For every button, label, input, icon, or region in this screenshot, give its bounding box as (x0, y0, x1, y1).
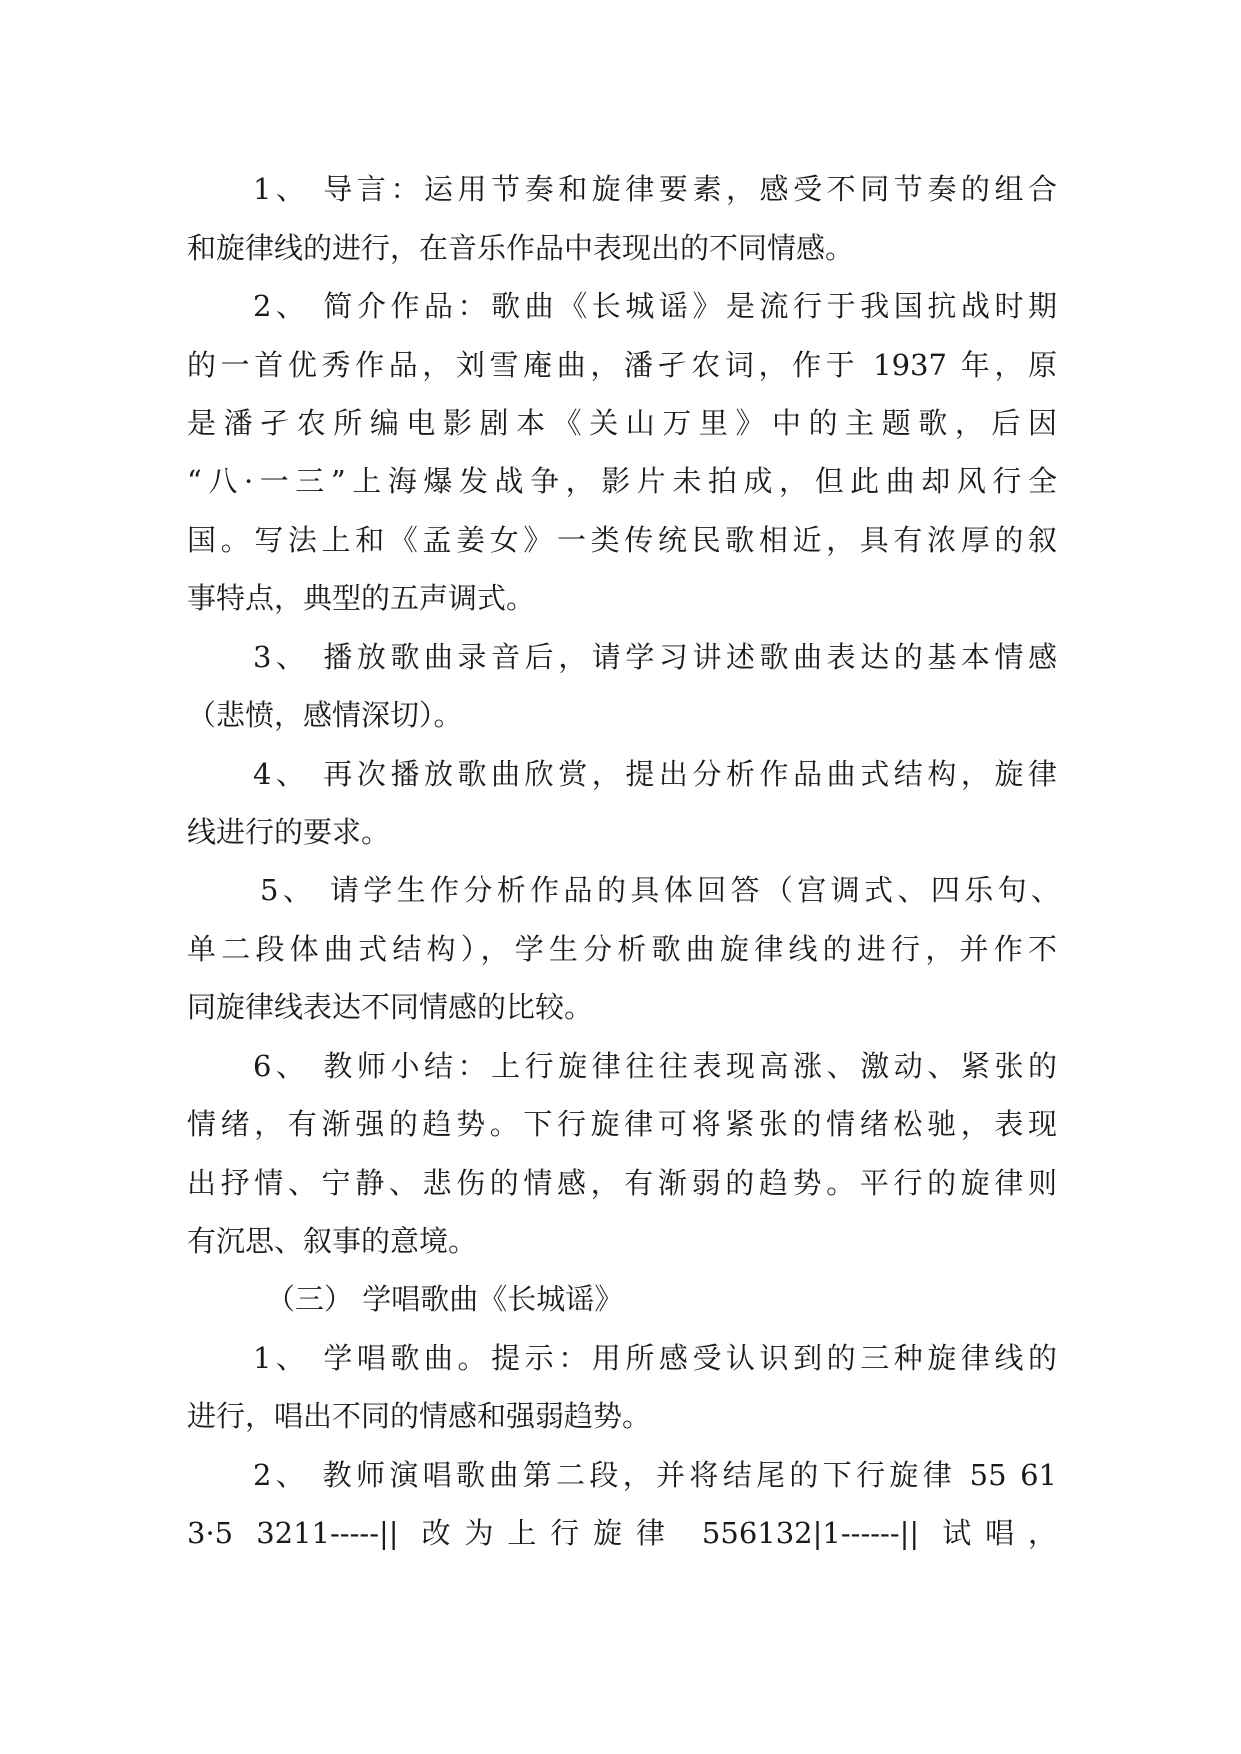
paragraph-2-line-1: 2、 简介作品：歌曲《长城谣》是流行于我国抗战时期 (253, 289, 1057, 323)
paragraph-1-line-1: 1、 导言：运用节奏和旋律要素，感受不同节奏的组合 (253, 172, 1057, 206)
paragraph-6-line-4: 有沉思、叙事的意境。 (187, 1224, 478, 1258)
paragraph-1-line-2: 和旋律线的进行，在音乐作品中表现出的不同情感。 (187, 231, 855, 265)
paragraph-2-line-6: 事特点，典型的五声调式。 (187, 581, 536, 615)
paragraph-3-line-1: 3、 播放歌曲录音后，请学习讲述歌曲表达的基本情感 (253, 640, 1057, 674)
paragraph-5-line-3: 同旋律线表达不同情感的比较。 (187, 990, 594, 1024)
paragraph-8-line-2: 3·5 3211-----|| 改为上行旋律 556132|1------|| 试唱， (187, 1516, 1057, 1550)
paragraph-7-line-2: 进行，唱出不同的情感和强弱趋势。 (187, 1399, 652, 1433)
paragraph-6-line-2: 情绪，有渐强的趋势。下行旋律可将紧张的情绪松驰，表现 (187, 1107, 1057, 1141)
paragraph-2-line-4: “八·一三”上海爆发战争，影片未拍成，但此曲却风行全 (187, 464, 1057, 498)
paragraph-6-line-3: 出抒情、宁静、悲伤的情感，有渐弱的趋势。平行的旋律则 (187, 1166, 1057, 1200)
paragraph-2-line-3: 是潘孑农所编电影剧本《关山万里》中的主题歌，后因 (187, 406, 1057, 440)
paragraph-3-line-2: （悲愤，感情深切）。 (187, 698, 463, 732)
section-heading: （三） 学唱歌曲《长城谣》 (266, 1282, 624, 1316)
paragraph-2-line-2: 的一首优秀作品，刘雪庵曲，潘孑农词，作于 1937 年，原 (187, 348, 1057, 382)
paragraph-5-line-2: 单二段体曲式结构），学生分析歌曲旋律线的进行，并作不 (187, 932, 1057, 966)
paragraph-2-line-5: 国。写法上和《孟姜女》一类传统民歌相近，具有浓厚的叙 (187, 523, 1057, 557)
paragraph-5-line-1: 5、 请学生作分析作品的具体回答（宫调式、四乐句、 (260, 873, 1060, 907)
paragraph-7-line-1: 1、 学唱歌曲。提示：用所感受认识到的三种旋律线的 (253, 1341, 1057, 1375)
paragraph-6-line-1: 6、 教师小结：上行旋律往往表现高涨、激动、紧张的 (253, 1049, 1057, 1083)
paragraph-4-line-2: 线进行的要求。 (187, 815, 391, 849)
paragraph-8-line-1: 2、 教师演唱歌曲第二段，并将结尾的下行旋律 55 61 (253, 1458, 1057, 1492)
paragraph-4-line-1: 4、 再次播放歌曲欣赏，提出分析作品曲式结构，旋律 (253, 757, 1057, 791)
